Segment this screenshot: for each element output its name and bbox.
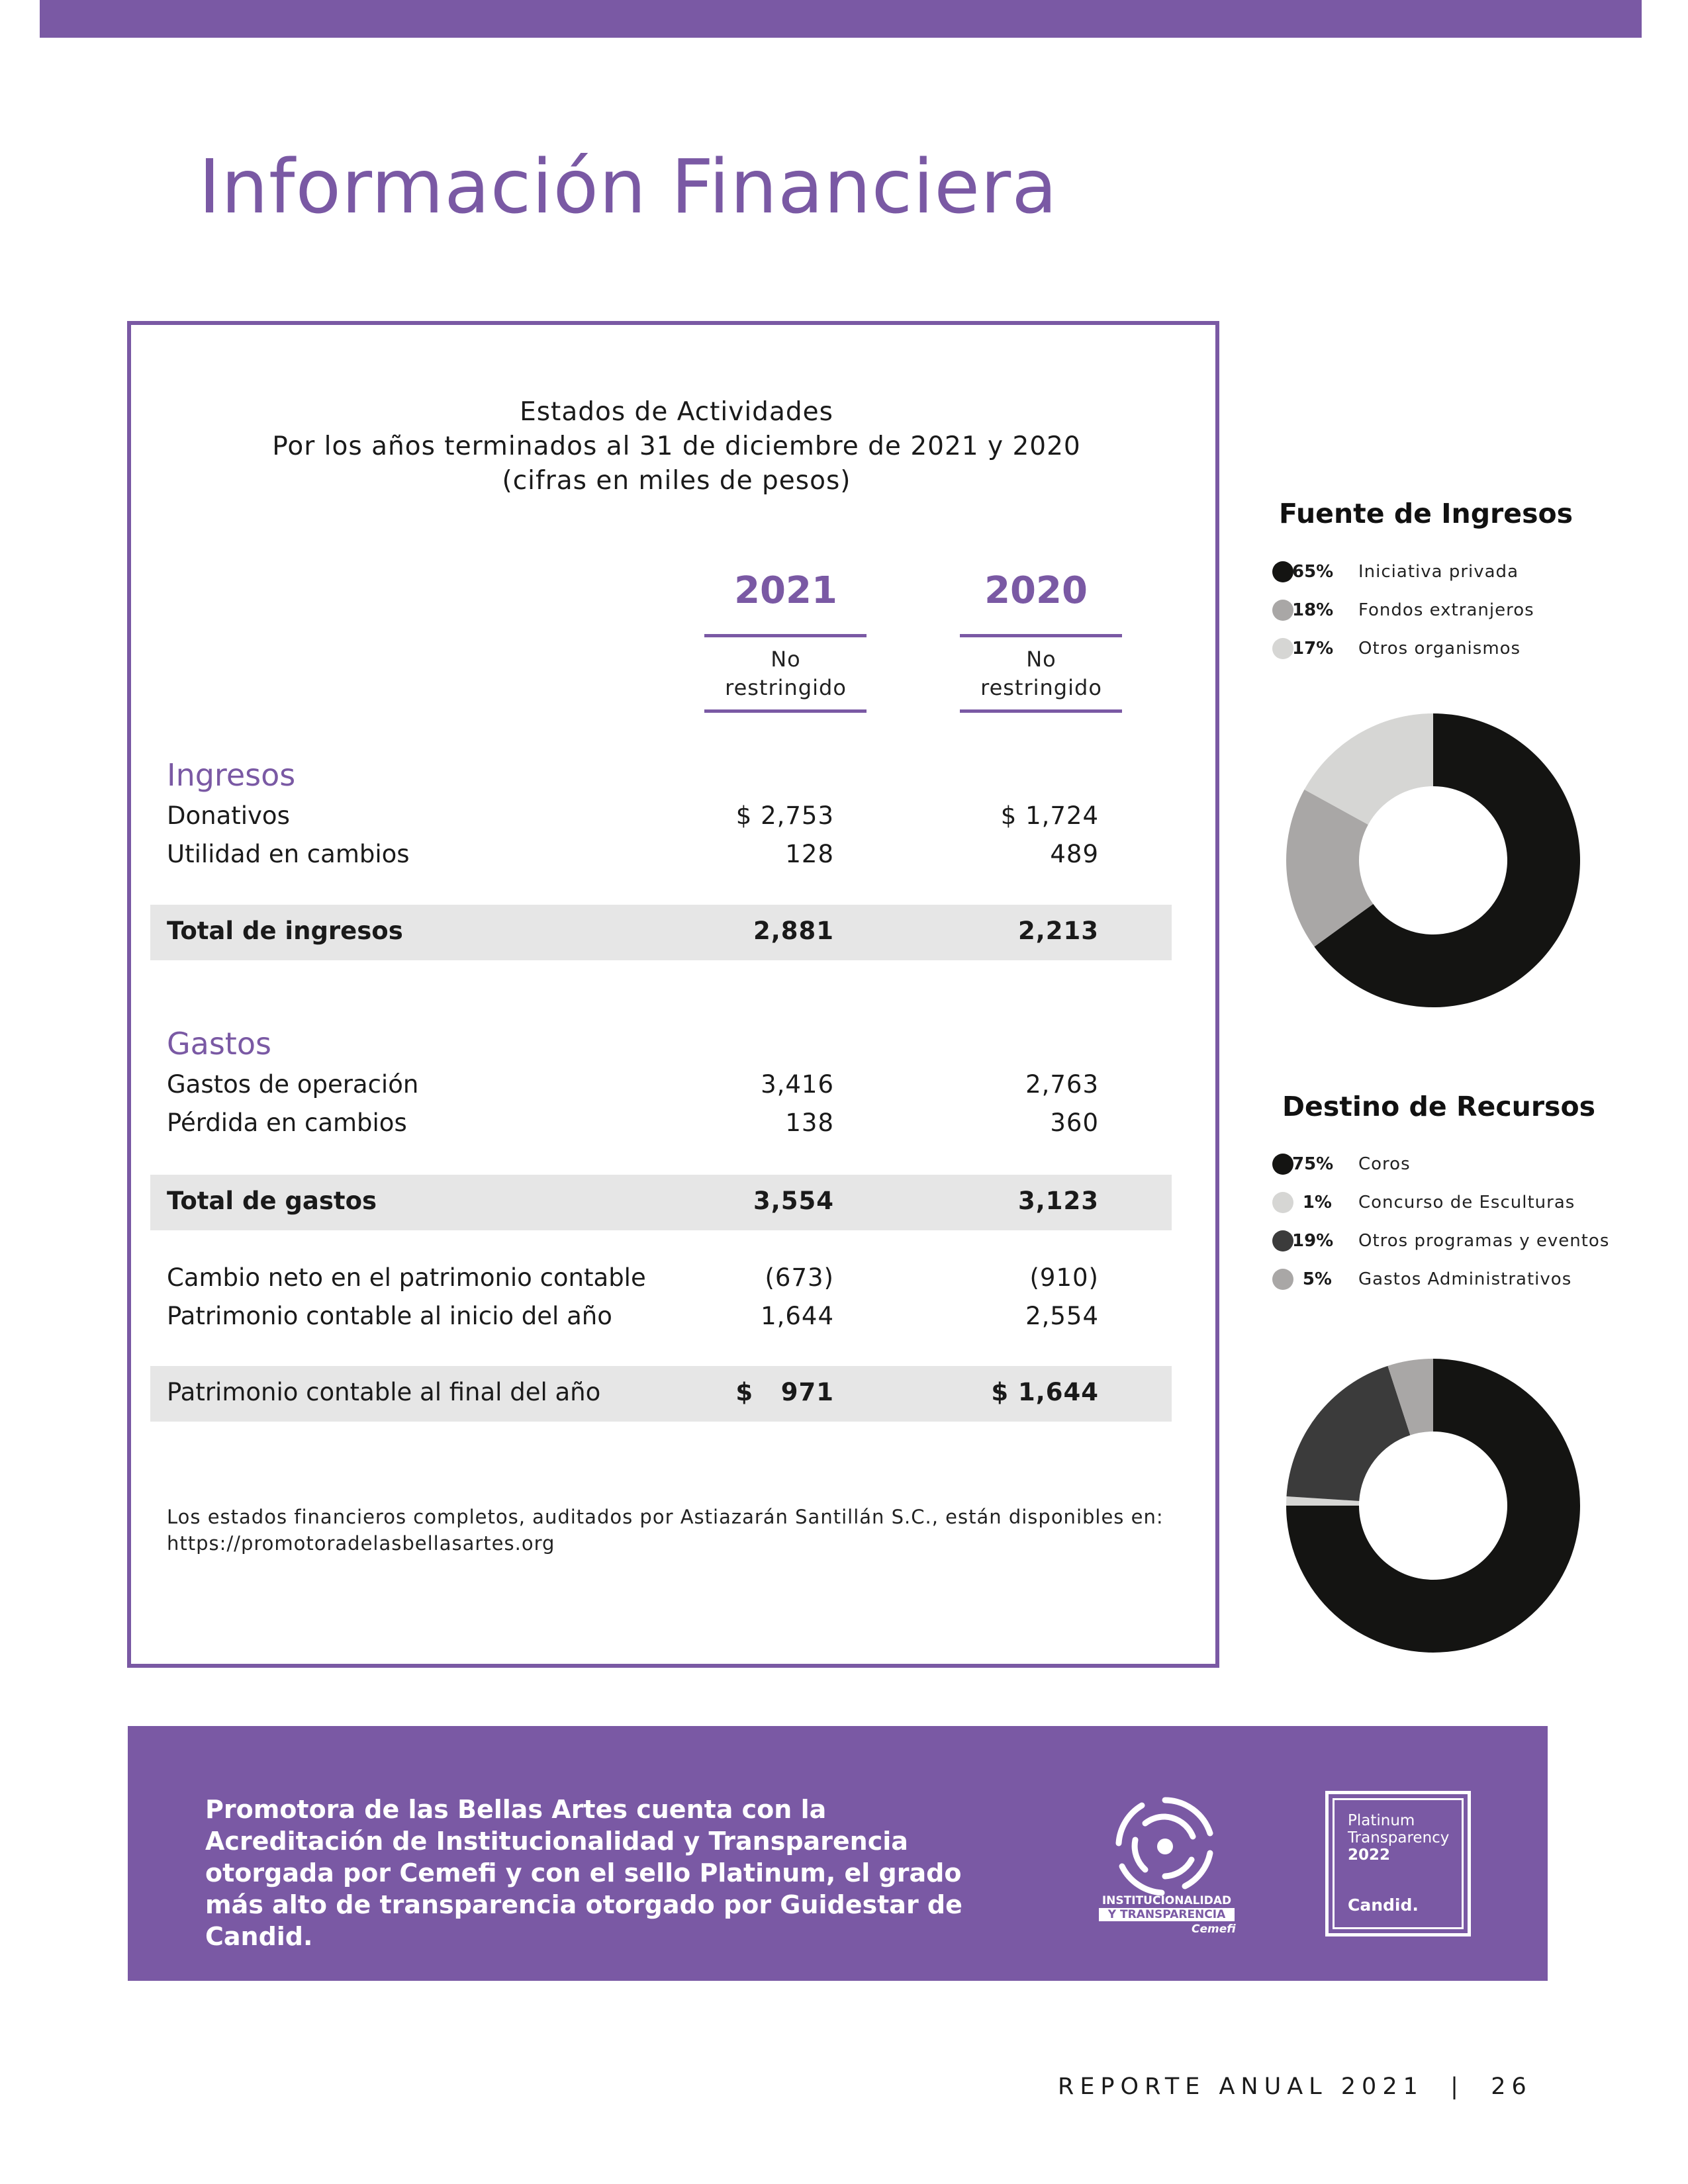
row-utilidad-2021: 128	[785, 840, 834, 868]
legend-swatch	[1272, 1192, 1293, 1213]
platinum-line2: Transparency	[1348, 1829, 1450, 1846]
row-total-gastos-2020: 3,123	[1017, 1187, 1099, 1215]
platinum-line1: Platinum	[1348, 1812, 1415, 1829]
top-accent-bar	[40, 0, 1642, 38]
row-perdida-2020: 360	[1050, 1109, 1099, 1137]
footnote-line2: https://promotoradelasbellasartes.org	[167, 1532, 555, 1555]
sub-2021-rule	[704, 709, 867, 713]
legend-percent: 1%	[1302, 1193, 1332, 1212]
row-total-ingresos-2020: 2,213	[1017, 917, 1099, 945]
cemefi-label-line3: Cemefi	[1192, 1923, 1236, 1936]
col-2020-subheader	[959, 645, 1124, 702]
legend-label: Gastos Administrativos	[1358, 1269, 1572, 1289]
chart-ingresos-donut	[1284, 711, 1582, 1009]
legend-item	[1272, 1267, 1617, 1293]
row-patrimonio-inicio-2021: 1,644	[761, 1302, 834, 1330]
row-donativos-2020: $ 1,724	[1000, 801, 1099, 830]
row-donativos-2021: $ 2,753	[735, 801, 834, 830]
sub-2020-rule	[960, 709, 1122, 713]
ingresos-title: Ingresos	[167, 757, 296, 793]
row-gastos-op-2021: 3,416	[761, 1070, 834, 1099]
row-gastos-op-2020: 2,763	[1025, 1070, 1099, 1099]
legend-item	[1272, 559, 1617, 586]
footnote-line1: Los estados financieros completos, auditados por Astiazarán Santillán S.C., están disponibles en:	[167, 1506, 1164, 1528]
page-title: Información Financiera	[199, 144, 1058, 230]
platinum-line3: 2022	[1348, 1846, 1391, 1864]
cemefi-label-line2: Y TRANSPARENCIA	[1099, 1908, 1235, 1921]
legend-percent: 65%	[1292, 562, 1334, 582]
legend-item	[1272, 598, 1617, 624]
legend-swatch	[1272, 1230, 1293, 1251]
statement-heading	[193, 395, 1160, 498]
legend-item	[1272, 1152, 1617, 1178]
row-total-ingresos-2021: 2,881	[753, 917, 834, 945]
row-patrimonio-final-label: Patrimonio contable al final del año	[167, 1378, 601, 1406]
legend-swatch	[1272, 638, 1293, 659]
legend-label: Otros programas y eventos	[1358, 1231, 1610, 1251]
report-title: REPORTE ANUAL 2021	[1058, 2073, 1424, 2100]
col-2020-sub-line1: No	[1026, 647, 1056, 672]
row-utilidad-2020: 489	[1050, 840, 1099, 868]
legend-percent: 5%	[1302, 1269, 1332, 1289]
chart-recursos-title: Destino de Recursos	[1282, 1091, 1596, 1122]
legend-label: Concurso de Esculturas	[1358, 1193, 1575, 1212]
statement-heading-line1: Estados de Actividades	[520, 397, 833, 427]
accreditation-text: Promotora de las Bellas Artes cuenta con la Acreditación de Institucionalidad y Transparencia otorgada por Cemefi y con el sello Platinum, el grado más alto de transparencia otorgado por Guidestar de Candid.	[205, 1795, 962, 1951]
platinum-line4: Candid.	[1348, 1895, 1419, 1915]
row-gastos-op-label: Gastos de operación	[167, 1070, 419, 1099]
donut-slice	[1286, 1366, 1410, 1501]
year-2020-header: 2020	[984, 569, 1088, 612]
chart-ingresos-title: Fuente de Ingresos	[1279, 498, 1573, 529]
legend-percent: 17%	[1292, 639, 1334, 659]
row-total-gastos-2021: 3,554	[753, 1187, 834, 1215]
statement-frame	[127, 321, 1219, 1668]
page-footer	[1058, 2073, 1532, 2100]
chart-recursos-donut	[1284, 1357, 1582, 1655]
legend-label: Fondos extranjeros	[1358, 600, 1534, 620]
legend-percent: 19%	[1292, 1231, 1334, 1251]
col-2021-subheader	[703, 645, 868, 702]
legend-item	[1272, 1190, 1617, 1216]
legend-label: Iniciativa privada	[1358, 562, 1519, 582]
footer-divider: |	[1437, 2073, 1478, 2100]
legend-swatch	[1272, 1269, 1293, 1290]
row-perdida-2021: 138	[785, 1109, 834, 1137]
row-total-ingresos-label: Total de ingresos	[167, 917, 403, 945]
row-patrimonio-final-2021: $ 971	[735, 1378, 834, 1406]
page-number: 26	[1491, 2073, 1532, 2100]
year-2021-header: 2021	[734, 569, 837, 612]
legend-item	[1272, 636, 1617, 662]
row-donativos-label: Donativos	[167, 801, 290, 830]
row-patrimonio-inicio-label: Patrimonio contable al inicio del año	[167, 1302, 612, 1330]
legend-label: Otros organismos	[1358, 639, 1521, 659]
legend-percent: 75%	[1292, 1154, 1334, 1174]
row-total-gastos-label: Total de gastos	[167, 1187, 377, 1215]
legend-swatch	[1272, 1154, 1293, 1175]
row-cambio-neto-label: Cambio neto en el patrimonio contable	[167, 1263, 646, 1292]
row-patrimonio-inicio-2020: 2,554	[1025, 1302, 1099, 1330]
row-patrimonio-final-2020: $ 1,644	[991, 1378, 1099, 1406]
legend-swatch	[1272, 600, 1293, 621]
cemefi-label-line1: INSTITUCIONALIDAD	[1102, 1894, 1232, 1907]
row-utilidad-label: Utilidad en cambios	[167, 840, 410, 868]
year-2020-rule	[960, 634, 1122, 637]
legend-item	[1272, 1228, 1617, 1255]
legend-percent: 18%	[1292, 600, 1334, 620]
statement-footnote	[167, 1504, 1186, 1557]
col-2021-sub-line1: No	[771, 647, 801, 672]
row-perdida-label: Pérdida en cambios	[167, 1109, 407, 1137]
legend-swatch	[1272, 561, 1293, 582]
legend-label: Coros	[1358, 1154, 1411, 1174]
row-cambio-neto-2020: (910)	[1029, 1263, 1099, 1292]
row-cambio-neto-2021: (673)	[765, 1263, 834, 1292]
col-2020-sub-line2: restringido	[980, 675, 1102, 700]
statement-heading-line2: Por los años terminados al 31 de diciembre de 2021 y 2020	[272, 432, 1081, 461]
statement-heading-line3: (cifras en miles de pesos)	[502, 466, 851, 496]
col-2021-sub-line2: restringido	[725, 675, 847, 700]
year-2021-rule	[704, 634, 867, 637]
gastos-title: Gastos	[167, 1026, 271, 1062]
